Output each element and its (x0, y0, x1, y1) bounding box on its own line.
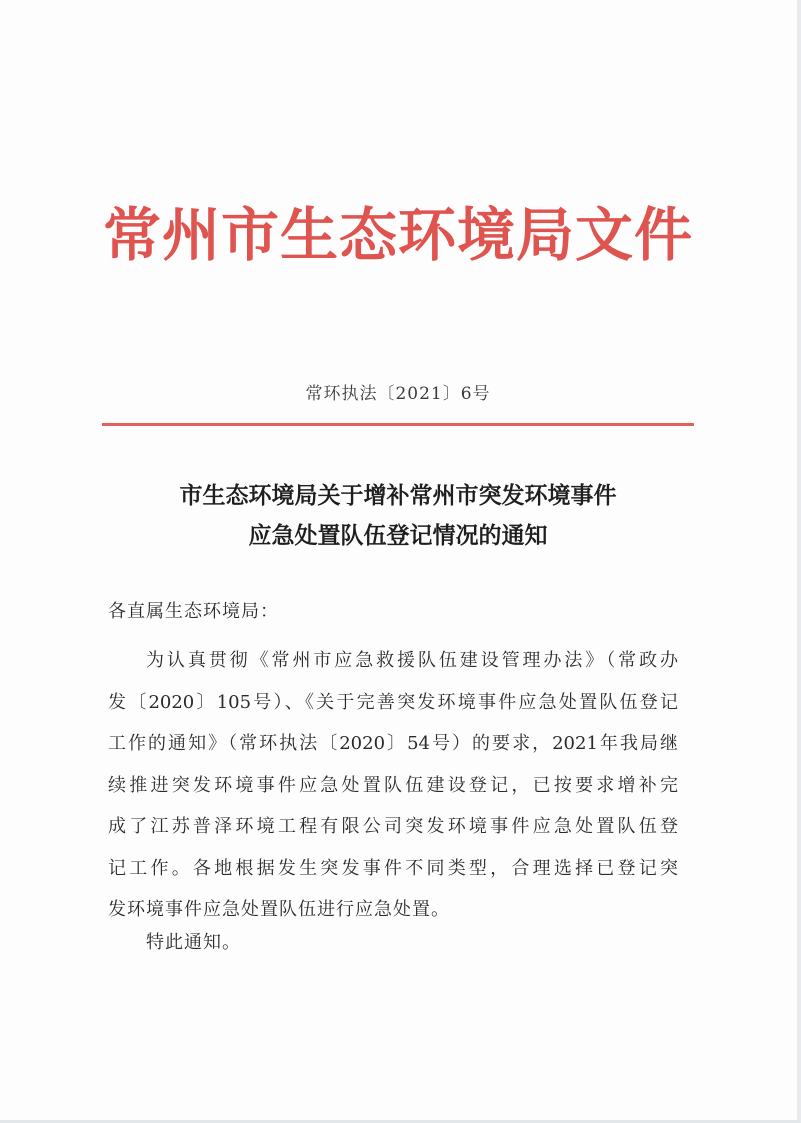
notice-subject (102, 476, 694, 556)
red-separator-line (102, 423, 694, 426)
subject-line-1: 市生态环境局关于增补常州市突发环境事件 (179, 482, 617, 509)
body-line-7: 发环境事件应急处置队伍进行应急处置。 (108, 899, 450, 920)
issuer-header-title: 常州市生态环境局文件 (102, 201, 693, 269)
closing-remark: 特此通知。 (146, 932, 241, 953)
notice-body (108, 640, 678, 931)
body-line-4: 续推进突发环境事件应急处置队伍建设登记，已按要求增补完 (108, 774, 678, 796)
body-line-1: 为认真贯彻《常州市应急救援队伍建设管理办法》（常政办 (146, 650, 678, 671)
body-line-6: 记工作。各地根据发生突发事件不同类型，合理选择已登记突 (108, 857, 678, 879)
document-number: 常环执法〔2021〕6号 (305, 384, 491, 404)
salutation: 各直属生态环境局： (108, 601, 279, 622)
body-line-2: 发〔2020〕105号）、《关于完善突发环境事件应急处置队伍登记 (108, 691, 678, 713)
body-line-3: 工作的通知》（常环执法〔2020〕54号）的要求，2021年我局继 (108, 733, 678, 754)
body-line-5: 成了江苏普泽环境工程有限公司突发环境事件应急处置队伍登 (108, 816, 678, 837)
subject-line-2: 应急处置队伍登记情况的通知 (248, 522, 548, 549)
